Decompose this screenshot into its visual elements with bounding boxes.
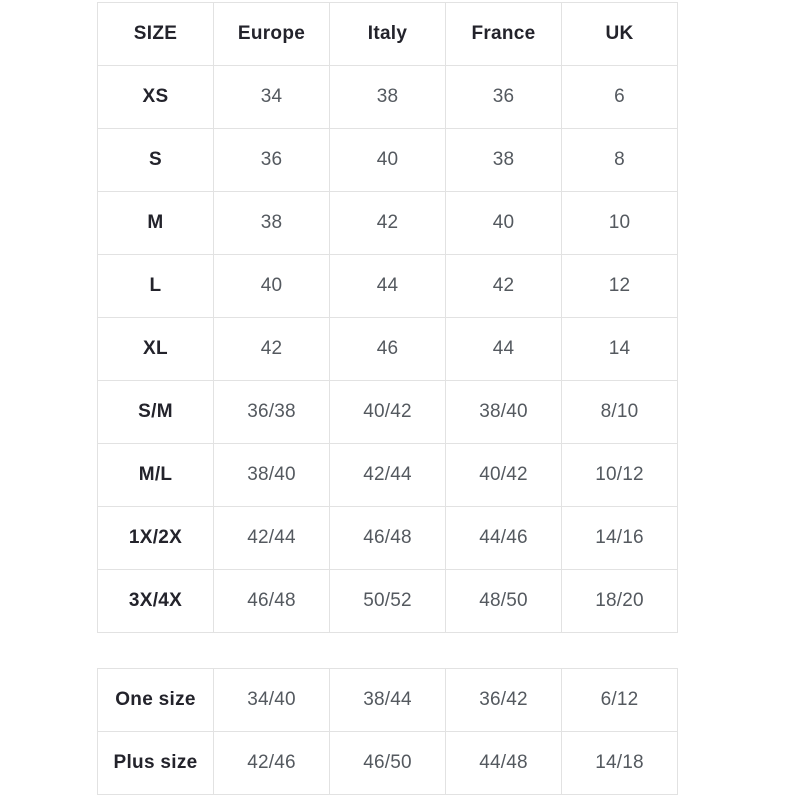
table-cell: 42	[214, 318, 330, 381]
size-label-cell: L	[98, 255, 214, 318]
table-cell: 14/18	[562, 732, 678, 795]
size-table-header	[98, 3, 678, 66]
table-cell: 14/16	[562, 507, 678, 570]
table-cell: 40/42	[446, 444, 562, 507]
table-cell: 42	[330, 192, 446, 255]
size-label-cell: XS	[98, 66, 214, 129]
table-cell: 46/50	[330, 732, 446, 795]
column-header-france: France	[446, 3, 562, 66]
table-cell: 12	[562, 255, 678, 318]
table-row	[98, 255, 678, 318]
table-cell: 8/10	[562, 381, 678, 444]
column-header-size: SIZE	[98, 3, 214, 66]
table-cell: 42/44	[214, 507, 330, 570]
size-label-cell: S/M	[98, 381, 214, 444]
table-row	[98, 192, 678, 255]
table-cell: 36/42	[446, 669, 562, 732]
table-cell: 44	[446, 318, 562, 381]
table-cell: 38/44	[330, 669, 446, 732]
table-cell: 38/40	[446, 381, 562, 444]
size-label-cell: 1X/2X	[98, 507, 214, 570]
table-row	[98, 507, 678, 570]
table-cell: 38	[330, 66, 446, 129]
table-cell: 38/40	[214, 444, 330, 507]
size-table-body	[98, 66, 678, 633]
table-cell: 42/46	[214, 732, 330, 795]
table-cell: 40/42	[330, 381, 446, 444]
size-label-cell: XL	[98, 318, 214, 381]
table-cell: 36	[446, 66, 562, 129]
size-label-cell: Plus size	[98, 732, 214, 795]
size-label-cell: S	[98, 129, 214, 192]
size-label-cell: One size	[98, 669, 214, 732]
table-cell: 42/44	[330, 444, 446, 507]
table-row	[98, 570, 678, 633]
table-cell: 8	[562, 129, 678, 192]
table-cell: 34	[214, 66, 330, 129]
size-conversion-table	[97, 2, 678, 633]
table-cell: 40	[330, 129, 446, 192]
table-row	[98, 669, 678, 732]
table-cell: 40	[446, 192, 562, 255]
table-cell: 34/40	[214, 669, 330, 732]
table-cell: 36	[214, 129, 330, 192]
table-cell: 50/52	[330, 570, 446, 633]
column-header-uk: UK	[562, 3, 678, 66]
table-cell: 6/12	[562, 669, 678, 732]
header-row	[98, 3, 678, 66]
size-label-cell: M/L	[98, 444, 214, 507]
table-cell: 40	[214, 255, 330, 318]
table-row	[98, 444, 678, 507]
table-cell: 36/38	[214, 381, 330, 444]
table-cell: 38	[446, 129, 562, 192]
table-cell: 10/12	[562, 444, 678, 507]
table-cell: 46/48	[330, 507, 446, 570]
table-row	[98, 66, 678, 129]
table-row	[98, 318, 678, 381]
table-cell: 18/20	[562, 570, 678, 633]
size-guide	[97, 2, 678, 795]
table-cell: 42	[446, 255, 562, 318]
table-cell: 44/48	[446, 732, 562, 795]
table-cell: 44/46	[446, 507, 562, 570]
special-sizes-body	[98, 669, 678, 795]
size-label-cell: M	[98, 192, 214, 255]
table-row	[98, 129, 678, 192]
size-label-cell: 3X/4X	[98, 570, 214, 633]
table-cell: 38	[214, 192, 330, 255]
table-cell: 46/48	[214, 570, 330, 633]
table-cell: 6	[562, 66, 678, 129]
table-cell: 44	[330, 255, 446, 318]
special-sizes-table	[97, 668, 678, 795]
column-header-europe: Europe	[214, 3, 330, 66]
table-cell: 14	[562, 318, 678, 381]
table-row	[98, 381, 678, 444]
table-cell: 10	[562, 192, 678, 255]
table-cell: 46	[330, 318, 446, 381]
column-header-italy: Italy	[330, 3, 446, 66]
table-row	[98, 732, 678, 795]
table-cell: 48/50	[446, 570, 562, 633]
